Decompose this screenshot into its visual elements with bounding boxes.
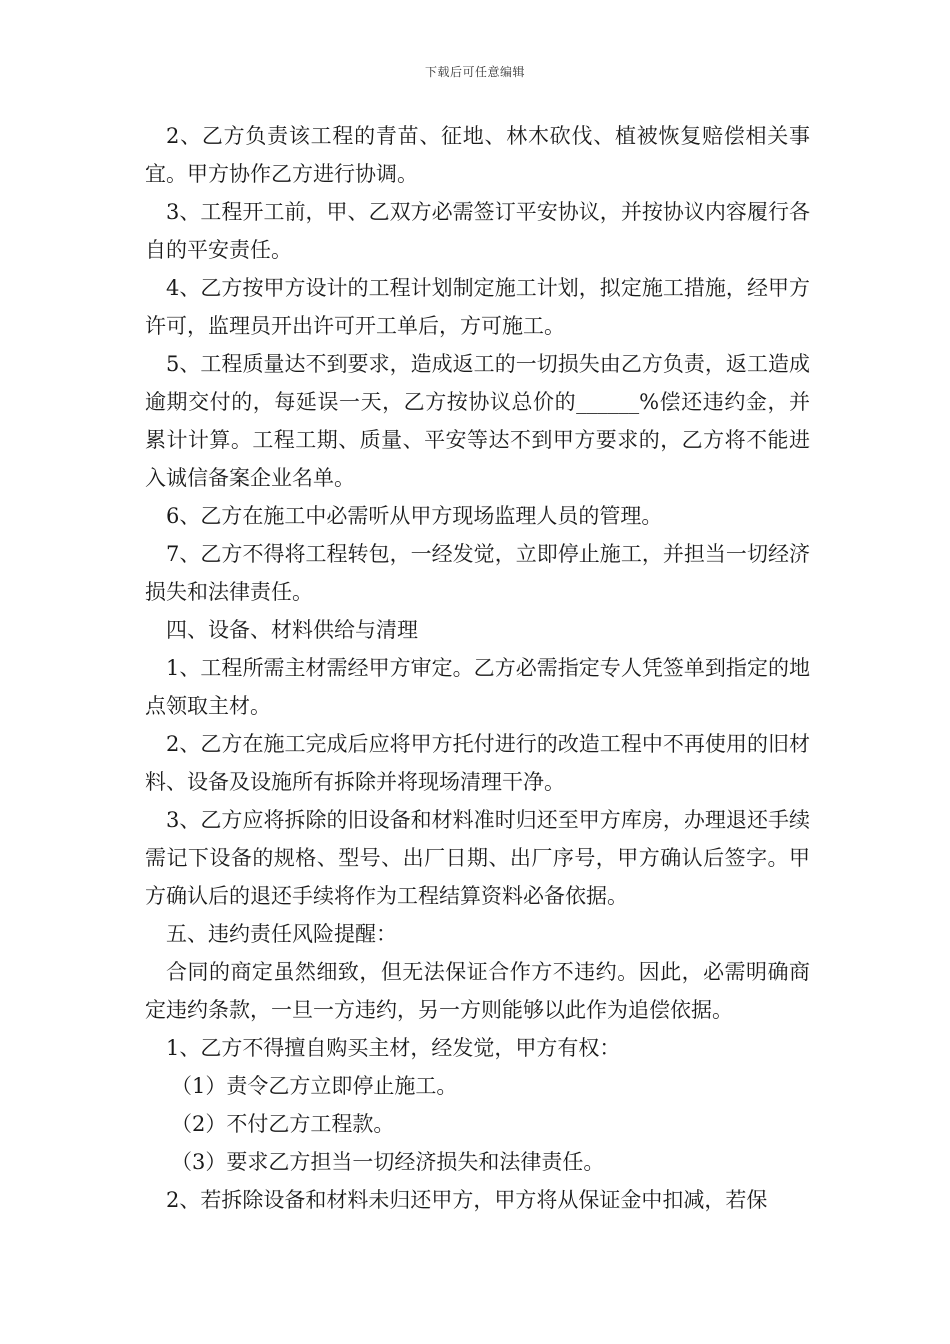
section-heading-4-equipment: 四、设备、材料供给与清理 — [166, 618, 418, 642]
list-item-stop-work: （1）责令乙方立即停止施工。 — [171, 1074, 458, 1098]
list-item-no-payment: （2）不付乙方工程款。 — [171, 1112, 395, 1136]
page-header: 下载后可任意编辑 — [424, 65, 525, 79]
paragraph-4-1-main-materials: 1、工程所需主材需经甲方审定。乙方必需指定专人凭签单到指定的地点领取主材。 — [145, 656, 810, 718]
list-item-liability: （3）要求乙方担当一切经济损失和法律责任。 — [171, 1150, 605, 1174]
paragraph-3-safety-agreement: 3、工程开工前，甲、乙双方必需签订平安协议，并按协议内容履行各自的平安责任。 — [145, 200, 810, 262]
paragraph-7-no-subcontract: 7、乙方不得将工程转包，一经发觉，立即停止施工，并担当一切经济损失和法律责任。 — [145, 542, 810, 604]
paragraph-5-intro: 合同的商定虽然细致，但无法保证合作方不违约。因此，必需明确商定违约条款，一旦一方违约，另一方则能够以此作为追偿依据。 — [145, 960, 810, 1022]
paragraph-2-compensation: 2、乙方负责该工程的青苗、征地、林木砍伐、植被恢复赔偿相关事宜。甲方协作乙方进行协调。 — [145, 124, 810, 186]
paragraph-4-3-return-equipment: 3、乙方应将拆除的旧设备和材料准时归还至甲方库房，办理退还手续需记下设备的规格、型号、出厂日期、出厂序号，甲方确认后签字。甲方确认后的退还手续将作为工程结算资料必备依据。 — [145, 808, 810, 908]
paragraph-5-2-deduction: 2、若拆除设备和材料未归还甲方，甲方将从保证金中扣减，若保 — [166, 1188, 768, 1212]
paragraph-4-construction-plan: 4、乙方按甲方设计的工程计划制定施工计划，拟定施工措施，经甲方许可，监理员开出许可开工单后，方可施工。 — [145, 276, 810, 338]
document-body — [145, 117, 810, 1219]
paragraph-4-2-site-cleanup: 2、乙方在施工完成后应将甲方托付进行的改造工程中不再使用的旧材料、设备及设施所有拆除并将现场清理干净。 — [145, 732, 810, 794]
paragraph-5-1-no-self-purchase: 1、乙方不得擅自购买主材，经发觉，甲方有权： — [166, 1036, 621, 1060]
paragraph-6-supervision: 6、乙方在施工中必需听从甲方现场监理人员的管理。 — [166, 504, 663, 528]
paragraph-5-quality-penalty: 5、工程质量达不到要求，造成返工的一切损失由乙方负责，返工造成逾期交付的，每延误一天，乙方按协议总价的______%偿还违约金，并累计计算。工程工期、质量、平安等达不到甲方要求的，乙方将不能进入诚信备案企业名单。 — [145, 352, 810, 490]
section-heading-5-breach: 五、违约责任风险提醒： — [166, 922, 397, 946]
